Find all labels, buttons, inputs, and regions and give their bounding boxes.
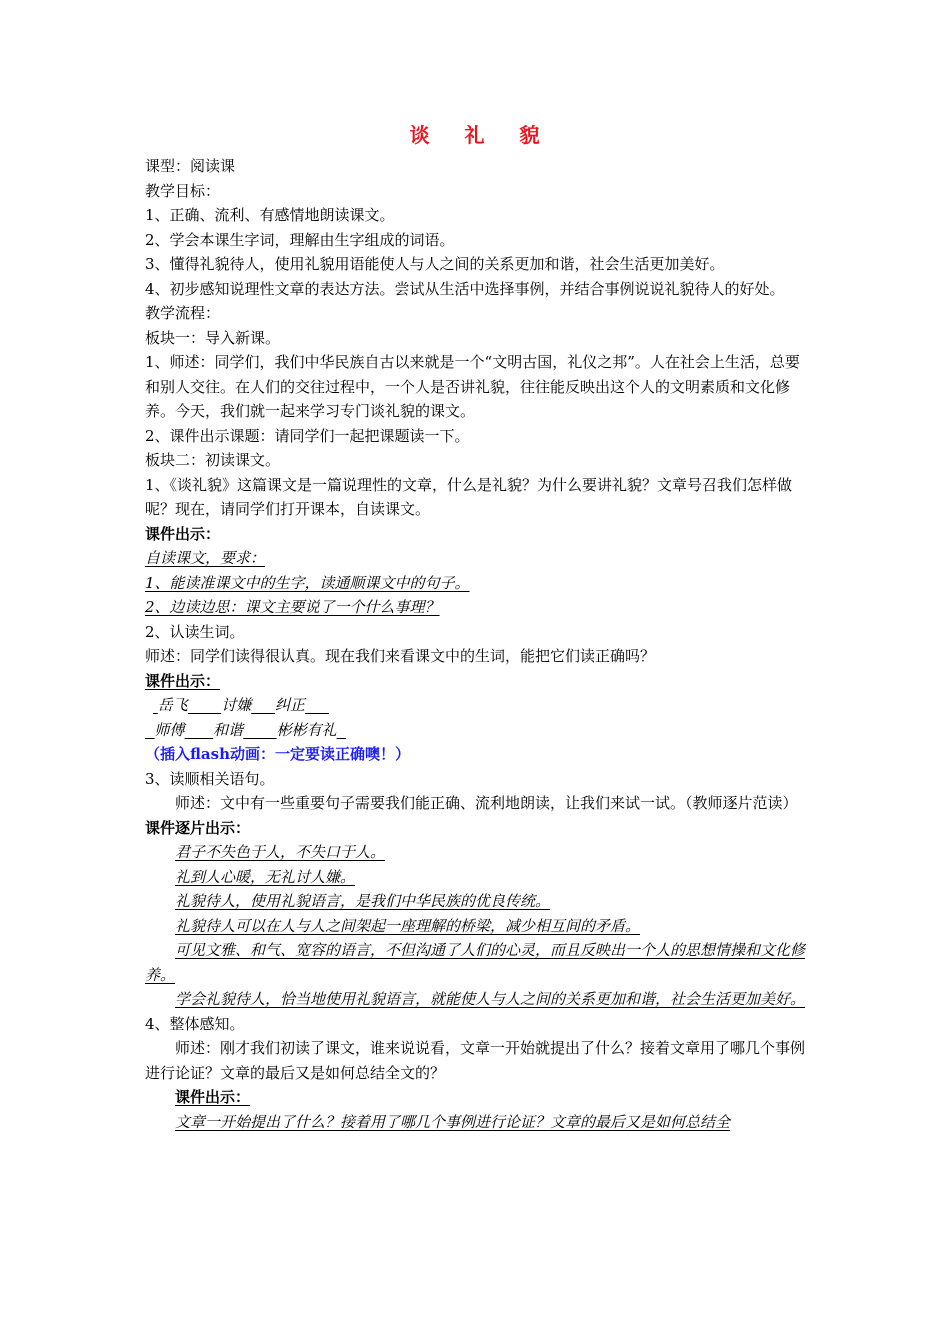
flash-note: （插入flash动画：一定要读正确噢！） xyxy=(145,745,410,763)
section-2-step-3: 3、读顺相关语句。 xyxy=(145,769,275,788)
courseware-text-3: 2、边读边思：课文主要说了一个什么事理？ xyxy=(145,598,440,616)
courseware-label-4: 课件出示： xyxy=(175,1088,251,1106)
goal-3: 3、懂得礼貌待人，使用礼貌用语能使人与人之间的关系更加和谐，社会生活更加美好。 xyxy=(145,255,725,273)
courseware-question: 文章一开始提出了什么？接着用了哪几个事例进行论证？文章的最后又是如何总结全 xyxy=(175,1112,731,1131)
vocab-word: 岳飞 xyxy=(157,696,188,714)
section-2-step-2: 2、认读生词。 xyxy=(145,622,245,641)
sentence-6: 学会礼貌待人，恰当地使用礼貌语言，就能使人与人之间的关系更加和谐，社会生活更加美好。 xyxy=(175,990,806,1008)
section-2-heading: 板块二：初读课文。 xyxy=(145,451,281,469)
vocab-row-2 xyxy=(145,718,808,743)
section-1-step-1: 1、师述：同学们，我们中华民族自古以来就是一个“文明古国，礼仪之邦”。人在社会上生活，总要和别人交往。在人们的交往过程中，一个人是否讲礼貌，往往能反映出这个人的文明素质和文化修养。今天，我们就一起来学习专门谈礼貌的课文。 xyxy=(145,353,800,420)
teacher-statement-2: 师述：文中有一些重要句子需要我们能正确、流利地朗读，让我们来试一试。（教师逐片范读） xyxy=(175,794,798,812)
vocab-row-1 xyxy=(145,693,808,718)
section-2-step-1: 1、《谈礼貌》这篇课文是一篇说理性的文章，什么是礼貌？为什么要讲礼貌？文章号召我们怎样做呢？现在，请同学们打开课本，自读课文。 xyxy=(145,475,793,518)
courseware-label-1: 课件出示： xyxy=(145,524,221,543)
section-2-step-4: 4、整体感知。 xyxy=(145,1014,245,1033)
goal-2: 2、学会本课生字词，理解由生字组成的词语。 xyxy=(145,230,455,249)
teacher-statement-1: 师述：同学们读得很认真。现在我们来看课文中的生词，能把它们读正确吗？ xyxy=(145,647,656,665)
sentence-3: 礼貌待人，使用礼貌语言，是我们中华民族的优良传统。 xyxy=(175,892,551,910)
sentence-4: 礼貌待人可以在人与人之间架起一座理解的桥梁，减少相互间的矛盾。 xyxy=(175,916,641,935)
section-1-heading: 板块一：导入新课。 xyxy=(145,328,281,347)
process-heading: 教学流程： xyxy=(145,304,221,322)
vocab-word: 纠正 xyxy=(275,696,306,714)
vocab-word: 讨嫌 xyxy=(221,696,252,714)
sentence-1: 君子不失色于人，不失口于人。 xyxy=(175,843,386,861)
teacher-statement-3: 师述：刚才我们初读了课文，谁来说说看，文章一开始就提出了什么？接着文章用了哪几个事例进行论证？文章的最后又是如何总结全文的？ xyxy=(145,1039,806,1082)
sentence-2: 礼到人心暖，无礼讨人嫌。 xyxy=(175,867,356,886)
vocab-word: 和谐 xyxy=(213,720,244,739)
page-title: 谈 礼 貌 xyxy=(409,123,554,147)
courseware-text-1: 自读课文，要求： xyxy=(145,549,266,567)
course-type: 课型：阅读课 xyxy=(145,157,236,175)
goal-4: 4、初步感知说理性文章的表达方法。尝试从生活中选择事例，并结合事例说说礼貌待人的好处。 xyxy=(145,279,785,298)
vocab-word: 师傅 xyxy=(154,720,185,739)
goal-1: 1、正确、流利、有感情地朗读课文。 xyxy=(145,206,395,224)
section-1-step-2: 2、课件出示课题：请同学们一起把课题读一下。 xyxy=(145,426,470,445)
goals-heading: 教学目标： xyxy=(145,181,221,200)
vocab-word: 彬彬有礼 xyxy=(276,720,337,739)
courseware-label-3: 课件逐片出示： xyxy=(145,818,251,837)
sentence-5: 可见文雅、和气、宽容的语言，不但沟通了人们的心灵，而且反映出一个人的思想情操和文化修养。 xyxy=(145,941,806,984)
courseware-label-2: 课件出示： xyxy=(145,671,221,690)
courseware-text-2: 1、能读准课文中的生字，读通顺课文中的句子。 xyxy=(145,573,470,592)
